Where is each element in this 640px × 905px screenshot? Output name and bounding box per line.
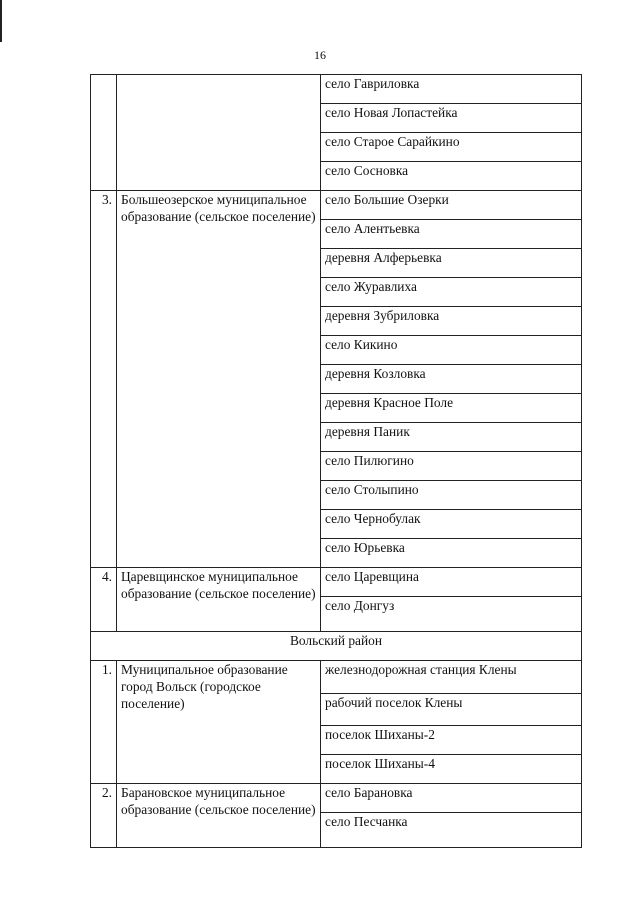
settlement-cell: деревня Красное Поле (321, 394, 582, 423)
settlement-cell: село Алентьевка (321, 220, 582, 249)
settlement-cell: село Кикино (321, 336, 582, 365)
settlement-cell: село Барановка (321, 784, 582, 813)
row-number (91, 75, 117, 191)
row-number: 2. (91, 784, 117, 848)
settlement-cell: деревня Паник (321, 423, 582, 452)
municipality-name: Муниципальное образование город Вольск (городское поселение) (117, 661, 321, 784)
settlement-cell: поселок Шиханы-2 (321, 726, 582, 755)
settlement-cell: село Донгуз (321, 597, 582, 632)
settlement-cell: село Журавлиха (321, 278, 582, 307)
settlement-cell: рабочий поселок Клены (321, 694, 582, 726)
table-row (91, 75, 582, 104)
settlement-cell: село Новая Лопастейка (321, 104, 582, 133)
settlement-cell: деревня Козловка (321, 365, 582, 394)
settlement-cell: железнодорожная станция Клены (321, 661, 582, 694)
settlement-cell: село Чернобулак (321, 510, 582, 539)
settlement-cell: село Песчанка (321, 813, 582, 848)
settlement-cell: деревня Алферьевка (321, 249, 582, 278)
settlement-cell: село Пилюгино (321, 452, 582, 481)
settlement-cell: село Юрьевка (321, 539, 582, 568)
row-number: 3. (91, 191, 117, 568)
settlement-cell: село Сосновка (321, 162, 582, 191)
table-row (91, 191, 582, 220)
settlement-cell: поселок Шиханы-4 (321, 755, 582, 784)
settlement-cell: село Столыпино (321, 481, 582, 510)
settlement-cell: село Царевщина (321, 568, 582, 597)
settlement-cell: село Гавриловка (321, 75, 582, 104)
table-row (91, 661, 582, 694)
settlement-cell: село Старое Сарайкино (321, 133, 582, 162)
municipality-name: Барановское муниципальное образование (сельское поселение) (117, 784, 321, 848)
left-margin-mark (0, 0, 2, 42)
page-number: 16 (314, 48, 326, 62)
district-row (91, 632, 582, 661)
row-number: 1. (91, 661, 117, 784)
district-title: Вольский район (91, 632, 582, 661)
table-row (91, 784, 582, 813)
row-number: 4. (91, 568, 117, 632)
settlement-cell: деревня Зубриловка (321, 307, 582, 336)
settlements-table (90, 74, 582, 848)
municipality-name: Большеозерское муниципальное образование (сельское поселение) (117, 191, 321, 568)
municipality-name: Царевщинское муниципальное образование (сельское поселение) (117, 568, 321, 632)
municipality-name (117, 75, 321, 191)
table-row (91, 568, 582, 597)
settlement-cell: село Большие Озерки (321, 191, 582, 220)
